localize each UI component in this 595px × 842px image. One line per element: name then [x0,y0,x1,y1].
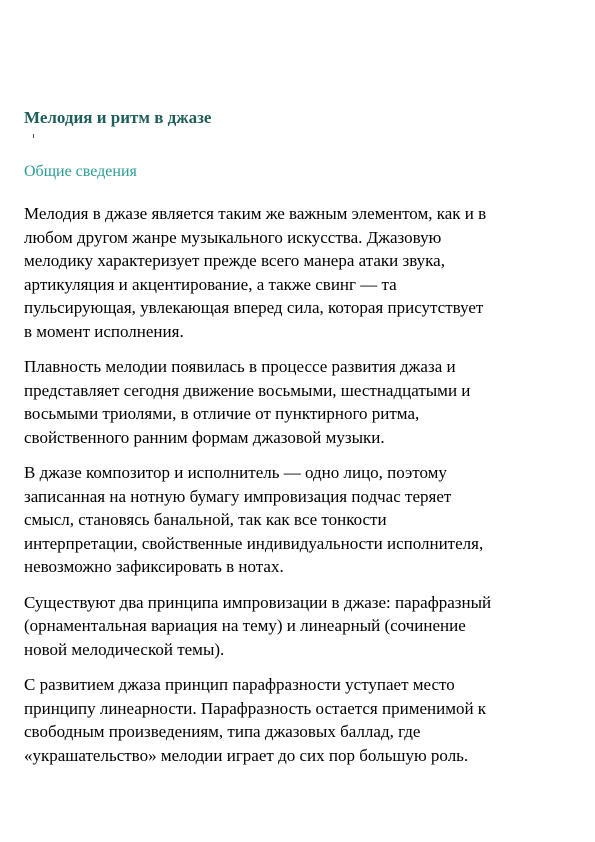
document-title: Мелодия и ритм в джазе [24,108,212,127]
paragraph [24,591,576,662]
paragraph-line: мелодику характеризует прежде всего манера атаки звука, [24,251,445,270]
paragraph-line: представляет сегодня движение восьмыми, шестнадцатыми и [24,380,471,400]
paragraph-line: (орнаментальная вариация на тему) и линеарный (сочинение [24,616,466,635]
section-heading: Общие сведения [24,163,137,180]
paragraph-line: невозможно зафиксировать в нотах. [24,557,284,576]
paragraph-line: свободным произведениям, типа джазовых баллад, где [24,722,421,741]
body-text [24,202,576,779]
paragraph-line: В джазе композитор и исполнитель — одно лицо, поэтому [24,463,447,482]
paragraph-line: принципу линеарности. Парафразность остается применимой к [24,698,487,718]
paragraph-line: свойственного ранним формам джазовой музыки. [24,427,385,447]
paragraph-line: записанная на нотную бумагу импровизация подчас теряет [24,486,452,506]
paragraph-line: Плавность мелодии появилась в процессе развития джаза и [24,357,456,376]
paragraph-line: артикуляция и акцентирование, а также свинг — та [24,274,397,294]
paragraph-line: смысл, становясь банальной, так как все тонкости [24,510,387,529]
paragraph [24,673,576,767]
paragraph-line: С развитием джаза принцип парафразности уступает место [24,675,455,694]
paragraph-line: интерпретации, свойственные индивидуальности исполнителя, [24,533,484,553]
tick-mark [33,134,34,138]
paragraph [24,461,576,579]
paragraph-line: Мелодия в джазе является таким же важным элементом, как и в [24,204,487,223]
paragraph-line: «украшательство» мелодии играет до сих пор большую роль. [24,745,469,765]
paragraph-line: Существуют два принципа импровизации в джазе: парафразный [24,592,492,612]
paragraph-line: пульсирующая, увлекающая вперед сила, которая присутствует [24,298,484,317]
paragraph-line: любом другом жанре музыкального искусства. Джазовую [24,227,442,247]
paragraph [24,202,576,343]
paragraph-line: новой мелодической темы). [24,639,225,659]
paragraph [24,355,576,449]
paragraph-line: восьмыми триолями, в отличие от пунктирного ритма, [24,404,420,423]
paragraph-line: в момент исполнения. [24,321,184,341]
